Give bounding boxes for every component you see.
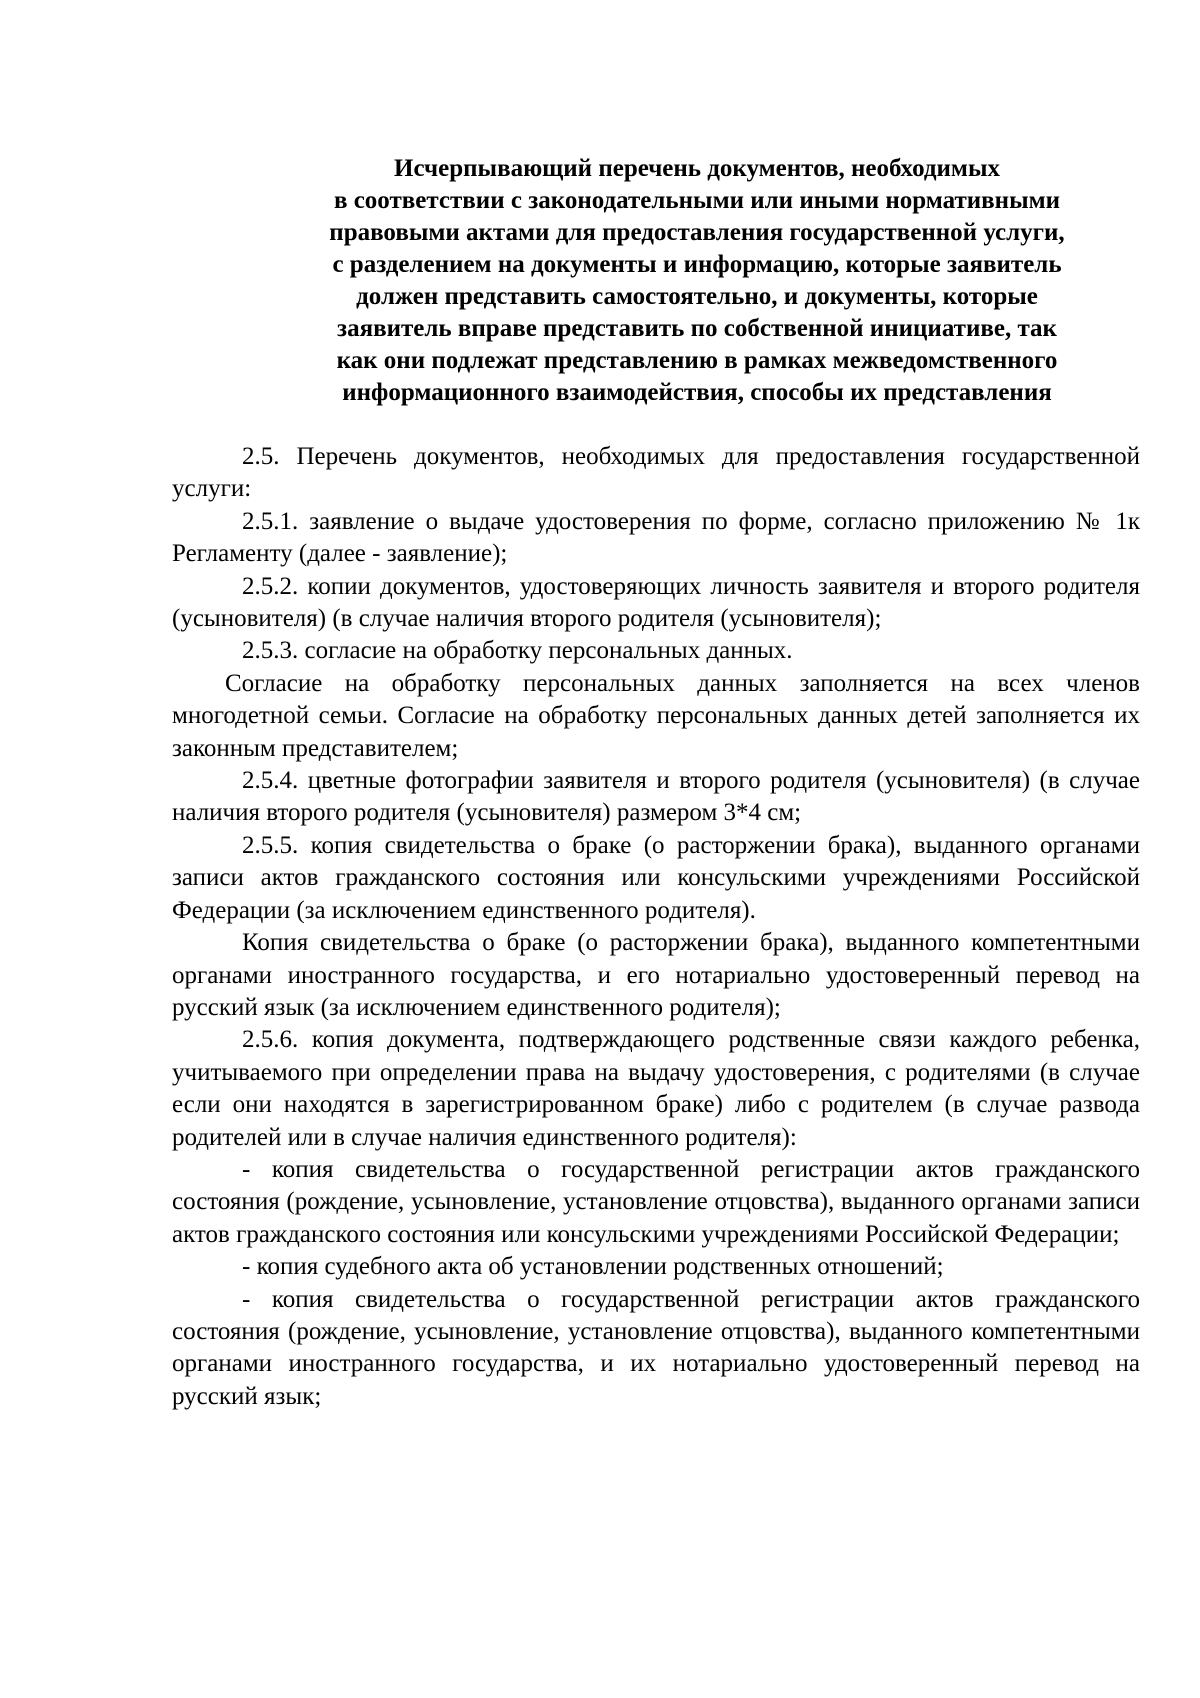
heading-line: как они подлежат представлению в рамках межведомственного: [336, 347, 1058, 374]
heading-line: с разделением на документы и информацию, которые заявитель: [332, 251, 1062, 278]
paragraph-2-5-5: 2.5.5. копия свидетельства о браке (о расторжении брака), выданного органами записи актов гражданского состояния или консульскими учреждениями Российской Федерации (за исключением единственного родителя).: [172, 831, 1140, 924]
paragraph-consent-note: Согласие на обработку персональных данных заполняется на всех членов многодетной семьи. Согласие на обработку персональных данных детей заполняется их законным представителем;: [172, 669, 1140, 762]
paragraph-2-5-3: 2.5.3. согласие на обработку персональных данных.: [242, 637, 793, 665]
paragraph-foreign-marriage-certificate: Копия свидетельства о браке (о расторжении брака), выданного компетентными органами иностранного государства, и его нотариально удостоверенный перевод на русский язык (за исключением единственного родителя);: [172, 929, 1140, 1021]
list-item-foreign-certificate: - копия свидетельства о государственной регистрации актов гражданского состояния (рождение, усыновление, установление отцовства), выданного компетентными органами иностранного государства, и их нотариально удостоверенный перевод на русский язык;: [172, 1285, 1140, 1410]
heading-line: информационного взаимодействия, способы их представления: [342, 379, 1052, 406]
paragraph-2-5-4: 2.5.4. цветные фотографии заявителя и второго родителя (усыновителя) (в случае наличия второго родителя (усыновителя) размером 3*4 см;: [172, 767, 1140, 827]
paragraph-2-5-1: 2.5.1. заявление о выдаче удостоверения по форме, согласно приложению № 1к Регламенту (далее - заявление);: [172, 507, 1140, 568]
heading-line: должен представить самостоятельно, и документы, которые: [356, 283, 1038, 310]
list-item-court-act: - копия судебного акта об установлении родственных отношений;: [242, 1253, 944, 1281]
paragraph-2-5: 2.5. Перечень документов, необходимых для предоставления государственной услуги:: [172, 443, 1140, 503]
document-body: [172, 441, 1140, 1413]
document-heading: [262, 153, 1132, 409]
heading-line: заявитель вправе представить по собственной инициативе, так: [337, 315, 1057, 342]
paragraph-2-5-6: 2.5.6. копия документа, подтверждающего родственные связи каждого ребенка, учитываемого при определении права на выдачу удостоверения, с родителями (в случае если они находятся в зарегистрированном браке) либо с родителем (в случае развода родителей или в случае наличия единственного родителя):: [172, 1026, 1140, 1151]
heading-line: в соответствии с законодательными или иными нормативными: [333, 187, 1061, 214]
paragraph-2-5-2: 2.5.2. копии документов, удостоверяющих личность заявителя и второго родителя (усыновителя) (в случае наличия второго родителя (усыновителя);: [172, 572, 1140, 633]
heading-line: правовыми актами для предоставления государственной услуги,: [329, 219, 1065, 246]
list-item-birth-certificate: - копия свидетельства о государственной регистрации актов гражданского состояния (рождение, усыновление, установление отцовства), выданного органами записи актов гражданского состояния или консульскими учреждениями Российской Федерации;: [172, 1155, 1140, 1248]
heading-line: Исчерпывающий перечень документов, необходимых: [394, 155, 1000, 182]
